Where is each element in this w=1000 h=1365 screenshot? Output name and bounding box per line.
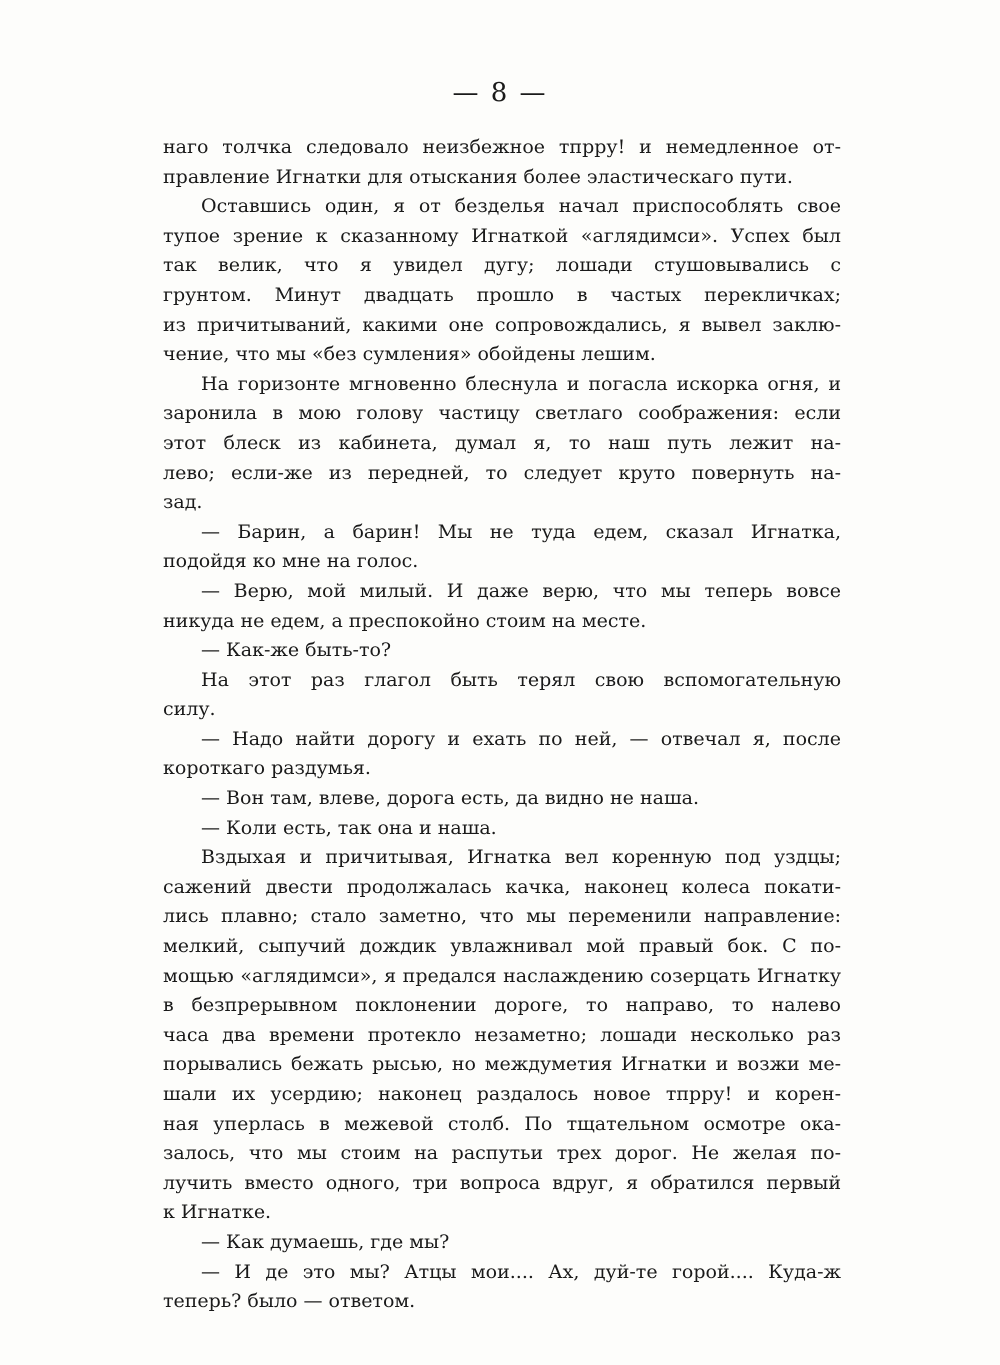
text-line: лучить вместо одного, три вопроса вдруг, я обратился первый — [163, 1171, 841, 1194]
text-line: мелкий, сыпучий дождик увлажнивал мой правый бок. С по- — [163, 935, 841, 958]
text-line: никуда не едем, а преспокойно стоим на месте. — [163, 609, 647, 632]
text-line: — Коли есть, так она и наша. — [201, 816, 497, 839]
text-line: короткаго раздумья. — [163, 757, 371, 780]
text-line: — Верю, мой милый. И даже верю, что мы теперь вовсе — [201, 579, 841, 602]
text-line: — Как-же быть-то? — [201, 639, 392, 662]
text-line: шали их усердию; наконец раздалось новое тпрру! и корен- — [163, 1083, 841, 1105]
text-line: силу. — [163, 698, 216, 721]
text-line: наго толчка следовало неизбежное тпрру! и немедленное от- — [163, 136, 841, 158]
text-line: — Вон там, влеве, дорога есть, да видно не наша. — [201, 787, 699, 810]
text-line: Вздыхая и причитывая, Игнатка вел коренную под уздцы; — [201, 846, 841, 869]
text-line: грунтом. Минут двадцать прошло в частых перекличках; — [163, 283, 841, 306]
text-line: Оставшись один, я от безделья начал приспособлять свое — [201, 195, 841, 218]
text-line: из причитываний, какими оне сопровождались, я вывел заклю- — [163, 313, 841, 336]
text-line: — Барин, а барин! Мы не туда едем, сказал Игнатка, — [201, 520, 841, 543]
text-line: подойдя ко мне на голос. — [163, 550, 419, 573]
text-line: На горизонте мгновенно блеснула и погасла искорка огня, и — [201, 372, 841, 395]
text-line: лево; если-же из передней, то следует круто повернуть на- — [163, 461, 841, 484]
text-line: зад. — [163, 491, 203, 514]
text-line: — Надо найти дорогу и ехать по ней, — отвечал я, после — [201, 727, 841, 750]
text-line: теперь? было — ответом. — [163, 1290, 416, 1313]
text-line: залось, что мы стоим на распутьи трех дорог. Не желая по- — [163, 1142, 841, 1165]
text-line: лись плавно; стало заметно, что мы переменили направление: — [163, 905, 841, 928]
text-line: правление Игнатки для отыскания более эластическаго пути. — [163, 165, 793, 188]
text-line: — Как думаешь, где мы? — [201, 1230, 450, 1253]
text-line: часа два времени протекло незаметно; лошади несколько раз — [163, 1023, 841, 1046]
body-text — [163, 133, 841, 1317]
text-line: заронила в мою голову частицу светлаго соображения: если — [163, 402, 841, 425]
text-line: сажений двести продолжалась качка, наконец колеса покати- — [163, 875, 841, 898]
text-line: чение, что мы «без сумления» обойдены лешим. — [163, 343, 656, 366]
text-line: — И де это мы? Атцы мои.... Ах, дуй-те горой.... Куда-ж — [201, 1260, 841, 1283]
text-line: этот блеск из кабинета, думал я, то наш путь лежит на- — [163, 431, 841, 454]
text-line: На этот раз глагол быть терял свою вспомогательную — [201, 668, 841, 691]
text-line: к Игнатке. — [163, 1201, 272, 1224]
text-line: тупое зрение к сказанному Игнаткой «аглядимси». Успех был — [163, 224, 841, 247]
text-line: мощью «аглядимси», я предался наслаждению созерцать Игнатку — [163, 964, 841, 987]
text-line: в безпрерывном поклонении дороге, то направо, то налево — [163, 994, 841, 1017]
text-line: порывались бежать рысью, но междуметия Игнатки и возжи ме- — [163, 1053, 841, 1076]
text-line: так велик, что я увидел дугу; лошади стушовывались с — [163, 254, 841, 277]
page-number: — 8 — — [452, 78, 548, 108]
text-line: ная уперлась в межевой столб. По тщательном осмотре ока- — [163, 1112, 841, 1135]
